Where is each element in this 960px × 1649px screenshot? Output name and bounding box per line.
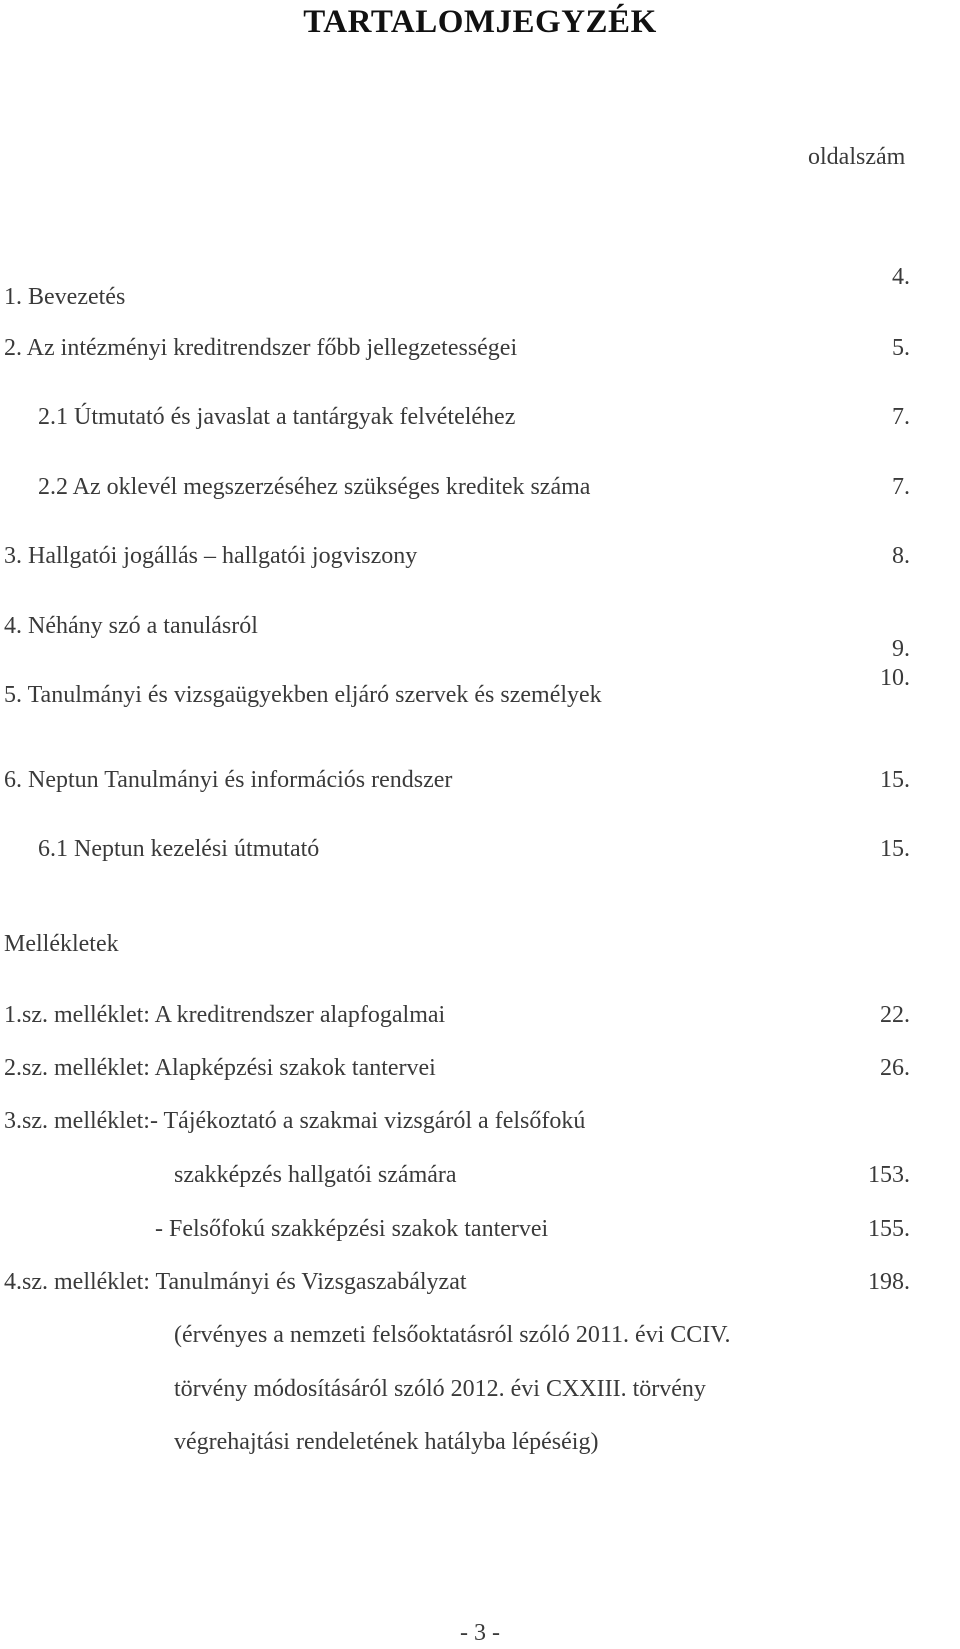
appendix-entry-label: (érvényes a nemzeti felsőoktatásról szóló 2011. évi CCIV.	[174, 1322, 731, 1348]
appendix-entry-page: 26.	[880, 1055, 910, 1081]
toc-entry-label: 2.2 Az oklevél megszerzéséhez szükséges kreditek száma	[38, 474, 591, 500]
page-column-header: oldalszám	[808, 144, 906, 170]
appendix-entry-label: végrehajtási rendeletének hatályba lépéséig)	[174, 1429, 599, 1455]
document-title: TARTALOMJEGYZÉK	[303, 4, 657, 40]
appendix-entry-label: 2.sz. melléklet: Alapképzési szakok tantervei	[4, 1055, 436, 1081]
toc-entry-label: 3. Hallgatói jogállás – hallgatói jogviszony	[4, 543, 418, 569]
appendix-entry-page: 153.	[868, 1162, 910, 1188]
appendix-entry-label: 1.sz. melléklet: A kreditrendszer alapfogalmai	[4, 1002, 446, 1028]
toc-entry-label: 5. Tanulmányi és vizsgaügyekben eljáró szervek és személyek	[4, 682, 602, 708]
toc-entry-label: 4. Néhány szó a tanulásról	[4, 613, 258, 639]
toc-entry-page: 7.	[892, 404, 910, 430]
appendix-entry-label: - Felsőfokú szakképzési szakok tantervei	[155, 1216, 549, 1242]
toc-entry-label: 6. Neptun Tanulmányi és információs rendszer	[4, 767, 453, 793]
toc-entry-page: 7.	[892, 474, 910, 500]
toc-entry-page: 10.	[880, 665, 910, 691]
toc-entry-label: 2.1 Útmutató és javaslat a tantárgyak felvételéhez	[38, 404, 516, 430]
appendix-entry-page: 155.	[868, 1216, 910, 1242]
appendix-entry-label: 3.sz. melléklet:- Tájékoztató a szakmai vizsgáról a felsőfokú	[4, 1108, 586, 1134]
toc-entry-page: 5.	[892, 335, 910, 361]
appendix-header: Mellékletek	[4, 931, 119, 957]
toc-entry-page: 15.	[880, 767, 910, 793]
appendix-entry-label: 4.sz. melléklet: Tanulmányi és Vizsgaszabályzat	[4, 1269, 467, 1295]
toc-entry-label: 6.1 Neptun kezelési útmutató	[38, 836, 320, 862]
toc-entry-page: 15.	[880, 836, 910, 862]
appendix-entry-page: 22.	[880, 1002, 910, 1028]
toc-entry-page: 4.	[892, 264, 910, 290]
toc-entry-label: 1. Bevezetés	[4, 284, 126, 310]
page-number-footer: - 3 -	[460, 1620, 500, 1646]
toc-entry-page: 9.	[892, 636, 910, 662]
appendix-entry-page: 198.	[868, 1269, 910, 1295]
toc-entry-page: 8.	[892, 543, 910, 569]
appendix-entry-label: törvény módosításáról szóló 2012. évi CXXIII. törvény	[174, 1376, 706, 1402]
toc-entry-label: 2. Az intézményi kreditrendszer főbb jellegzetességei	[4, 335, 518, 361]
appendix-entry-label: szakképzés hallgatói számára	[174, 1162, 457, 1188]
